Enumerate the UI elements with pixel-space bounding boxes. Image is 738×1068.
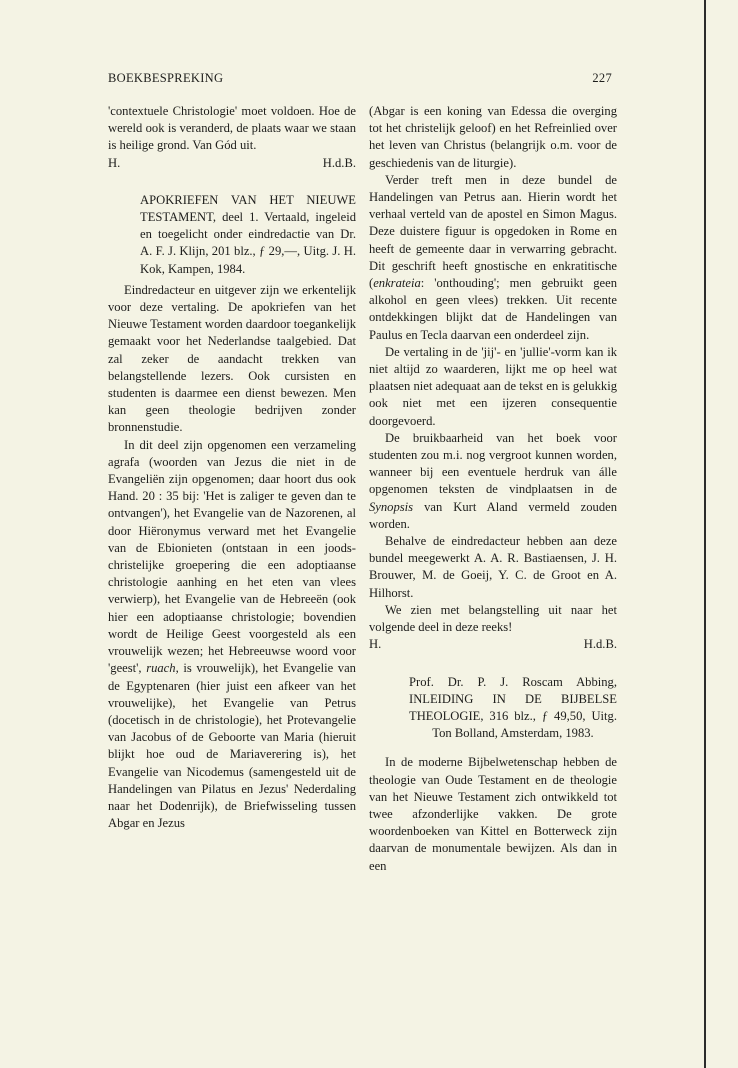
review-paragraph xyxy=(369,172,617,344)
review-signature xyxy=(369,636,617,653)
continued-paragraph: (Abgar is een koning van Edessa die overging tot het christelijk geloof) en het Refreinlied over het leven van Christus (belangrijk o.m. voor de geschiedenis van de liturgie). xyxy=(369,104,617,170)
review-paragraph xyxy=(108,437,356,833)
continued-paragraph: 'contextuele Christologie' moet voldoen. Hoe de wereld ook is veranderd, de plaats waar we staan is heilige grond. Van Gód uit. xyxy=(108,104,356,153)
review-paragraph: Behalve de eindredacteur hebben aan deze bundel meegewerkt A. A. R. Bastiaensen, J. H. Brouwer, M. de Goeij, Y. C. de Groot en A. Hilhorst. xyxy=(369,534,617,600)
left-column xyxy=(108,103,356,832)
book-reference-text: Prof. Dr. P. J. Roscam Abbing, INLEIDING IN DE BIJBELSE THEOLOGIE, 316 blz., ƒ 49,50, Uitg. Ton Bolland, Amsterdam, 1983. xyxy=(409,674,617,741)
review-signature xyxy=(108,155,356,172)
text-run: De bruikbaarheid van het boek voor studenten zou m.i. nog vergroot kunnen worden, wanneer bij een eventuele herdruk van álle opgenomen teksten de vindplaatsen in de xyxy=(369,430,617,497)
text-run: In dit deel zijn opgenomen een verzameling agrafa (woorden van Jezus die niet in de Evangeliën zijn opgenomen; daar hoort dus ook Hand. 20 : 35 bij: 'Het is zaliger te geven dan te ontvangen'), het Evangelie van de Nazorenen, al door Hiëronymus verward met het Evangelie van de Ebionieten (ontstaan in een joods-christelijke groepering die een adoptiaanse christologie aanhing en het eten van vlees verwierp), het Evangelie van de Hebreeën (ook hier een adoptiaanse christologie; bovendien wordt de Heilige Geest voorgesteld als een vrouwelijk wezen; het Hebreeuwse woord voor 'geest', xyxy=(108,437,356,676)
section-title: BOEKBESPREKING xyxy=(108,71,224,85)
italic-term: ruach, xyxy=(146,661,179,676)
page-number: 227 xyxy=(592,71,612,85)
text-run: Verder treft men in deze bundel de Handelingen van Petrus aan. Hierin wordt het verhaal verteld van de apostel en Simon Magus. Deze duistere figuur is opgedoken in Rome en heeft de gemeente daar in verwarring gebracht. Dit geschrift heeft gnostische en enkratitische ( xyxy=(369,172,617,291)
review-paragraph: In de moderne Bijbelwetenschap hebben de theologie van Oude Testament en de theologie van het Nieuwe Testament zich ontwikkeld tot twee afzonderlijke vakken. De grote woordenboeken van Kittel en Botterweck zijn daarvan de monumentale bewijzen. Als dan in een xyxy=(369,755,617,873)
page-edge-rule xyxy=(704,0,706,1068)
text-run: : 'onthouding'; men gebruikt geen alkohol en geen vlees) trekken. Uit recente ontdekkingen blijkt dat de Handelingen van Paulus en Tecla daarvan een onderdeel zijn. xyxy=(369,276,617,342)
signature-initial: H. xyxy=(108,155,121,170)
signature-name: H.d.B. xyxy=(583,637,617,652)
review-book-reference xyxy=(409,674,617,743)
running-header xyxy=(108,71,612,89)
text-run: is vrouwelijk), het Evangelie van de Egyptenaren (hier juist een afkeer van het vrouwelijke), het Evangelie van Petrus (docetisch in de christologie), het Protevangelie van Jacobus of de Geboorte van Maria (hieruit blijkt hoe oud de Mariaverering is), het Evangelie van Nicodemus (samengesteld uit de Handelingen van Pilatus en Jezus' Nederdaling naar het Dodenrijk), de Briefwisseling tussen Abgar en Jezus xyxy=(108,661,356,831)
text-run: van Kurt Aland vermeld zouden worden. xyxy=(369,499,618,531)
review-paragraph: De vertaling in de 'jij'- en 'jullie'-vorm kan ik niet altijd zo waarderen, lijkt me op heel wat plaatsen niet adequaat aan de tekst en is gelukkig ook niet met een ijzeren consequentie doorgevoerd. xyxy=(369,344,617,428)
book-reference-text: APOKRIEFEN VAN HET NIEUWE TESTAMENT, deel 1. Vertaald, ingeleid en toegelicht onder eindredactie van Dr. A. F. J. Klijn, 201 blz., ƒ 29,—, Uitg. J. H. Kok, Kampen, 1984. xyxy=(140,192,356,276)
review-paragraph xyxy=(369,430,617,533)
review-paragraph: Eindredacteur en uitgever zijn we erkentelijk voor deze vertaling. De apokriefen van het Nieuwe Testament worden daardoor toegankelijk gemaakt voor het Nederlandse taalgebied. Dat zal zeker de aandacht trekken van belangstellende lezers. Ook cursisten en studenten is daarmee een dienst bewezen. Men kan geen theologie bedrijven zonder bronnenstudie. xyxy=(108,282,356,435)
right-column xyxy=(369,103,617,875)
signature-initial: H. xyxy=(369,637,382,652)
italic-term: Synopsis xyxy=(369,499,414,514)
review-paragraph: We zien met belangstelling uit naar het volgende deel in deze reeks! xyxy=(369,602,617,635)
italic-term: enkrateia xyxy=(373,276,421,291)
signature-name: H.d.B. xyxy=(322,155,356,170)
review-book-reference xyxy=(140,192,356,278)
